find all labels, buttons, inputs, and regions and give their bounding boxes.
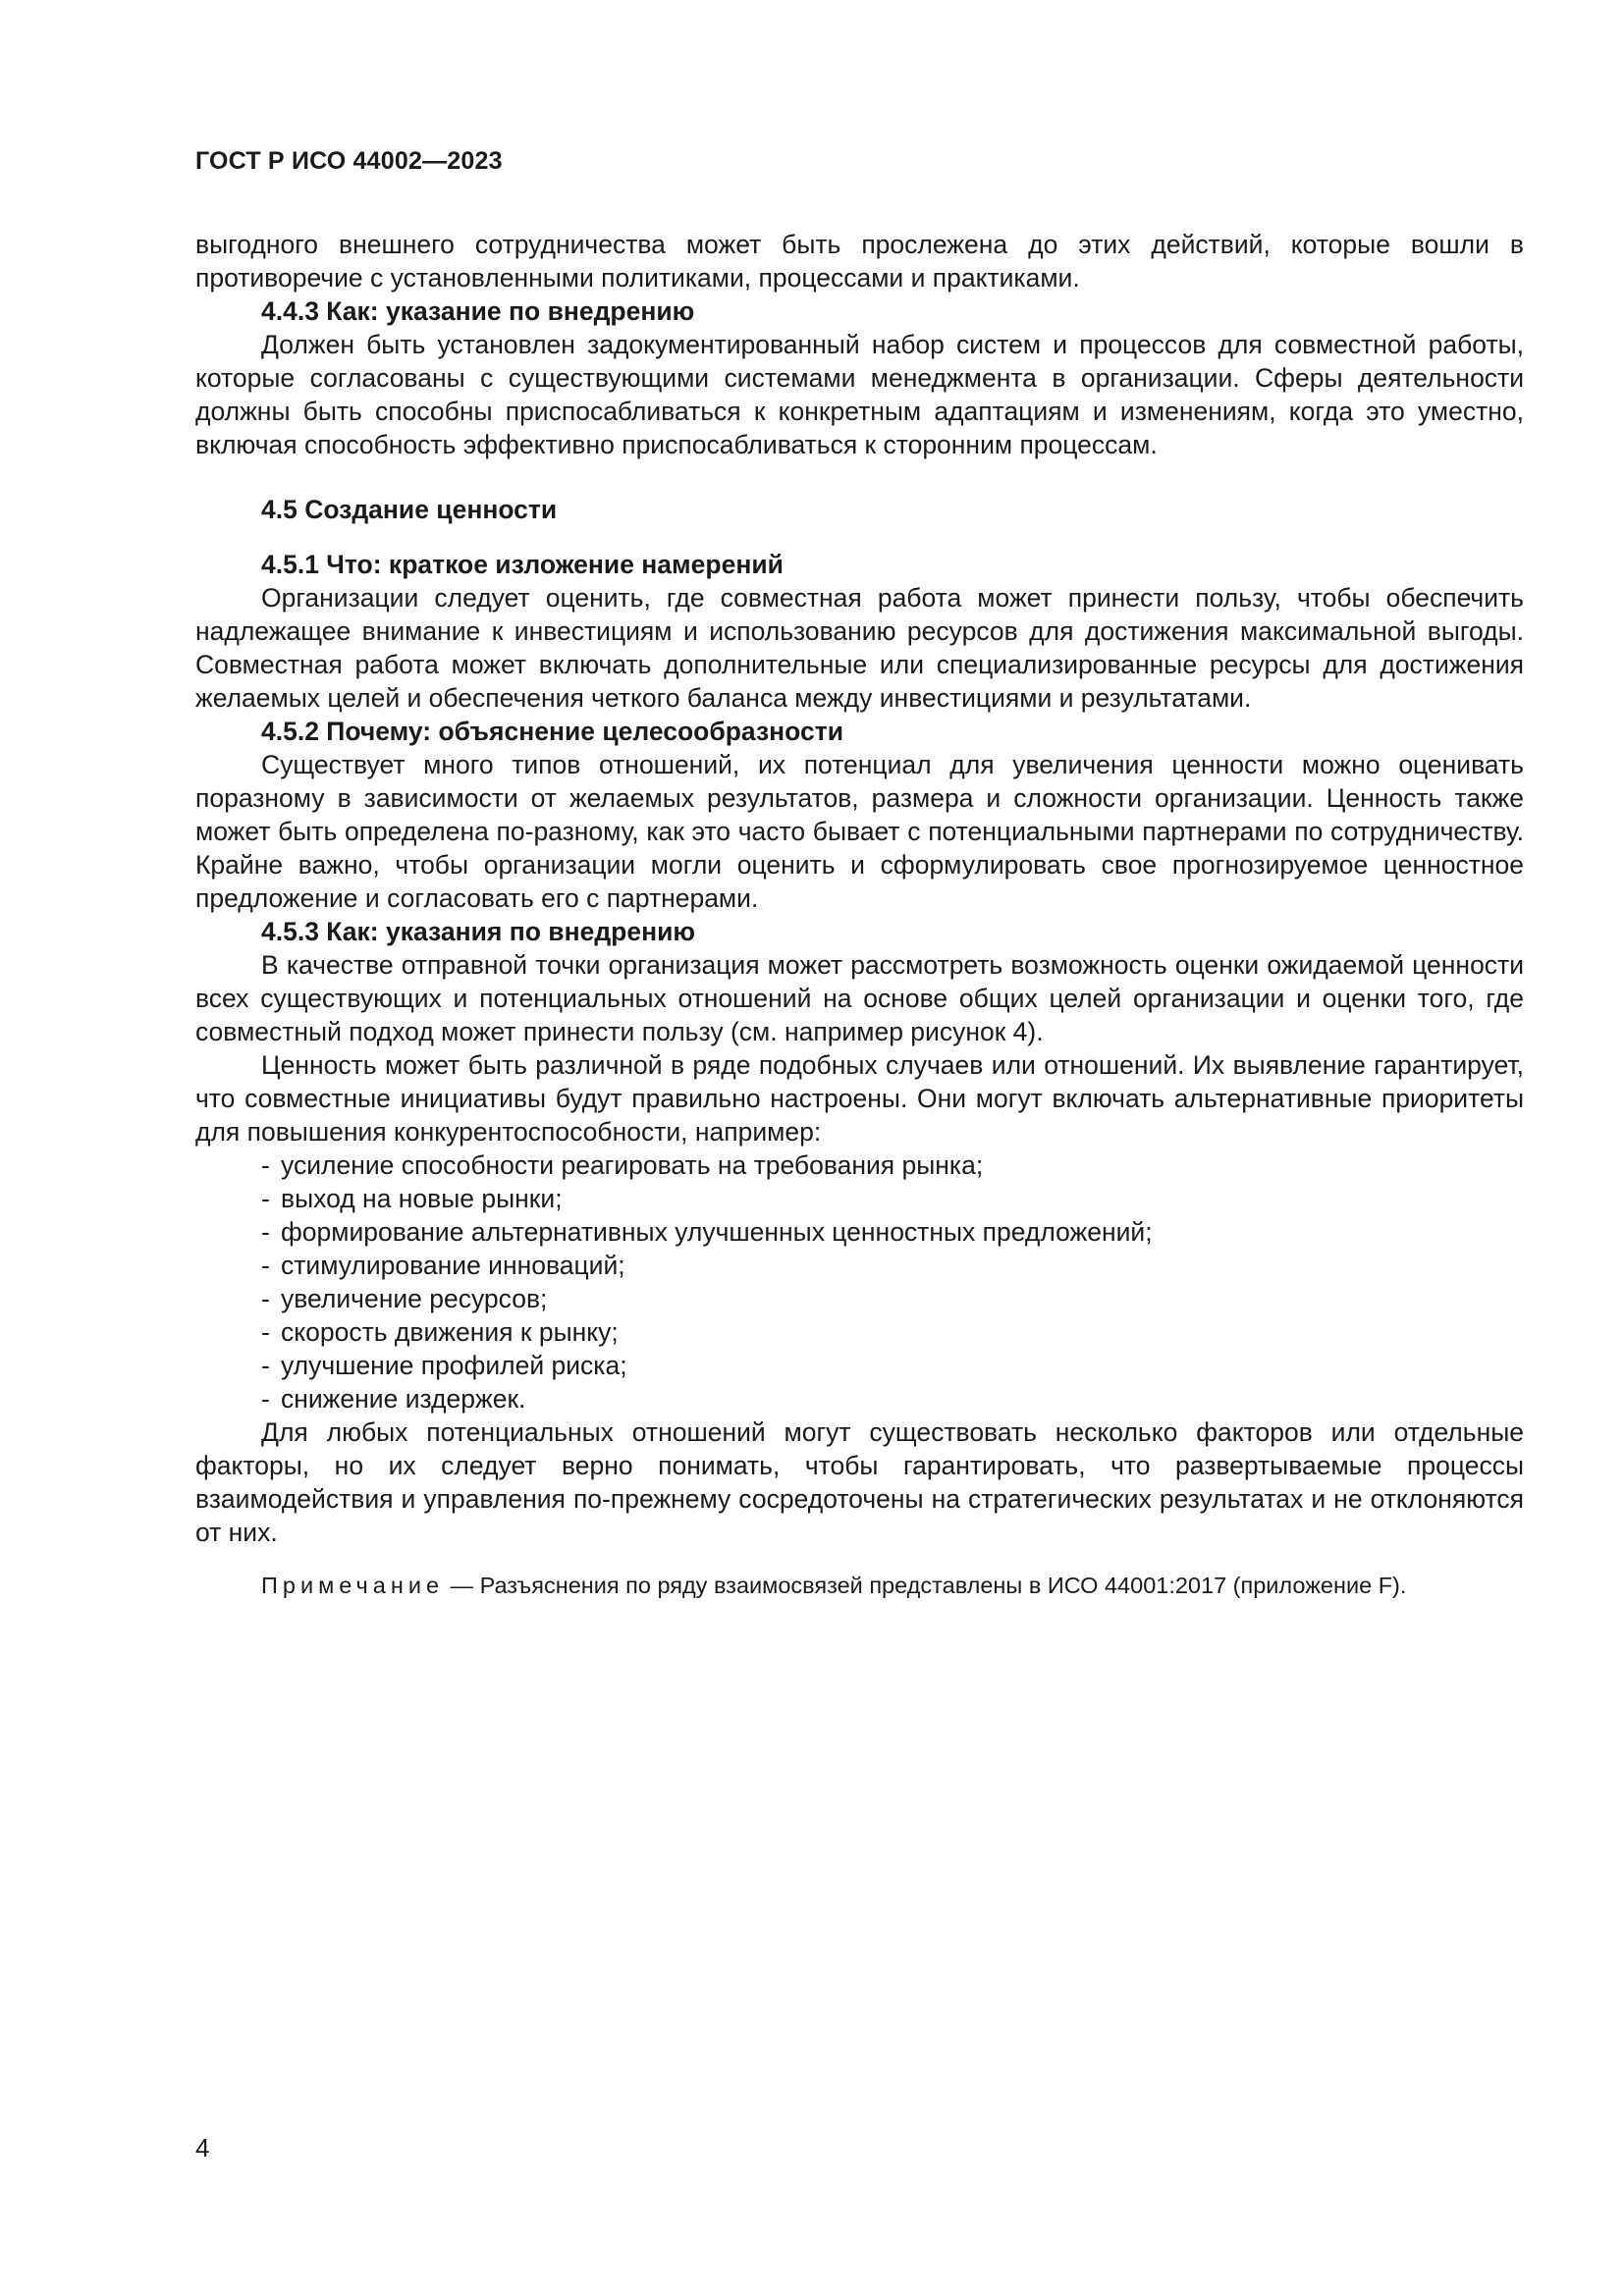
list-item: - увеличение ресурсов; bbox=[261, 1284, 548, 1313]
list-bullet: - bbox=[261, 1184, 270, 1213]
subsection-heading-4-5-3: 4.5.3 Как: указания по внедрению bbox=[261, 917, 695, 946]
list-bullet: - bbox=[261, 1150, 270, 1180]
note bbox=[195, 1571, 1524, 1600]
list-item: - скорость движения к рынку; bbox=[261, 1317, 619, 1347]
paragraph-4-5-3-b: Ценность может быть различной в ряде подобных случаев или отношений. Их выявление гарантирует, что совместные инициативы будут правильно настроены. Они могут включать альтернативные приоритеты для повышения конкурентоспособности, например: bbox=[195, 1050, 1524, 1147]
page-number: 4 bbox=[195, 2133, 210, 2163]
subsection-heading-4-5-2: 4.5.2 Почему: объяснение целесообразности bbox=[261, 717, 844, 746]
paragraph-4-5-2: Существует много типов отношений, их потенциал для увеличения ценности можно оценивать поразному в зависимости от желаемых результатов, размера и сложности организации. Ценность также может быть определена по-разному, как это часто бывает с потенциальными партнерами по сотрудничеству. Крайне важно, чтобы организации могли оценить и сформулировать свое прогнозируемое ценностное предложение и согласовать его с партнерами. bbox=[195, 750, 1524, 913]
list-item: - улучшение профилей риска; bbox=[261, 1351, 627, 1380]
list-item: - снижение издержек. bbox=[261, 1384, 526, 1414]
list-item: - усиление способности реагировать на требования рынка; bbox=[261, 1150, 984, 1180]
section-heading-4-5: 4.5 Создание ценности bbox=[261, 495, 558, 524]
list-bullet: - bbox=[261, 1317, 270, 1347]
paragraph-continuation: выгодного внешнего сотрудничества может быть прослежена до этих действий, которые вошли в противоречие с установленными политиками, процессами и практиками. bbox=[195, 230, 1524, 293]
list-item: - выход на новые рынки; bbox=[261, 1184, 563, 1213]
list-bullet: - bbox=[261, 1251, 270, 1280]
document-header: ГОСТ Р ИСО 44002—2023 bbox=[195, 147, 503, 175]
note-label: Примечание bbox=[261, 1573, 445, 1598]
list-bullet: - bbox=[261, 1351, 270, 1380]
document-body bbox=[195, 228, 1524, 1600]
paragraph-4-5-1: Организации следует оценить, где совместная работа может принести пользу, чтобы обеспечить надлежащее внимание к инвестициям и использованию ресурсов для достижения максимальной выгоды. Совместная работа может включать дополнительные или специализированные ресурсы для достижения желаемых целей и обеспечения четкого баланса между инвестициями и результатами. bbox=[195, 583, 1524, 713]
list-bullet: - bbox=[261, 1284, 270, 1313]
list-item: - стимулирование инноваций; bbox=[261, 1251, 625, 1280]
paragraph-4-5-3-c: Для любых потенциальных отношений могут существовать несколько факторов или отдельные факторы, но их следует верно понимать, чтобы гарантировать, что развертываемые процессы взаимодействия и управления по-прежнему сосредоточены на стратегических результатах и не отклоняются от них. bbox=[195, 1417, 1524, 1547]
paragraph-4-5-3-a: В качестве отправной точки организация может рассмотреть возможность оценки ожидаемой ценности всех существующих и потенциальных отношений на основе общих целей организации и оценки того, где совместный подход может принести пользу (см. например рисунок 4). bbox=[195, 950, 1524, 1046]
subsection-heading-4-4-3: 4.4.3 Как: указание по внедрению bbox=[261, 296, 695, 326]
subsection-heading-4-5-1: 4.5.1 Что: краткое изложение намерений bbox=[261, 550, 784, 579]
priorities-list bbox=[195, 1148, 1524, 1415]
list-bullet: - bbox=[261, 1384, 270, 1414]
list-bullet: - bbox=[261, 1217, 270, 1247]
list-item: - формирование альтернативных улучшенных ценностных предложений; bbox=[261, 1217, 1153, 1247]
note-text: — Разъяснения по ряду взаимосвязей представлены в ИСО 44001:2017 (приложение F). bbox=[450, 1573, 1407, 1598]
paragraph-4-4-3: Должен быть установлен задокументированный набор систем и процессов для совместной работы, которые согласованы с существующими системами менеджмента в организации. Сферы деятельности должны быть способны приспосабливаться к конкретным адаптациям и изменениям, когда это уместно, включая способность эффективно приспосабливаться к сторонним процессам. bbox=[195, 330, 1524, 459]
